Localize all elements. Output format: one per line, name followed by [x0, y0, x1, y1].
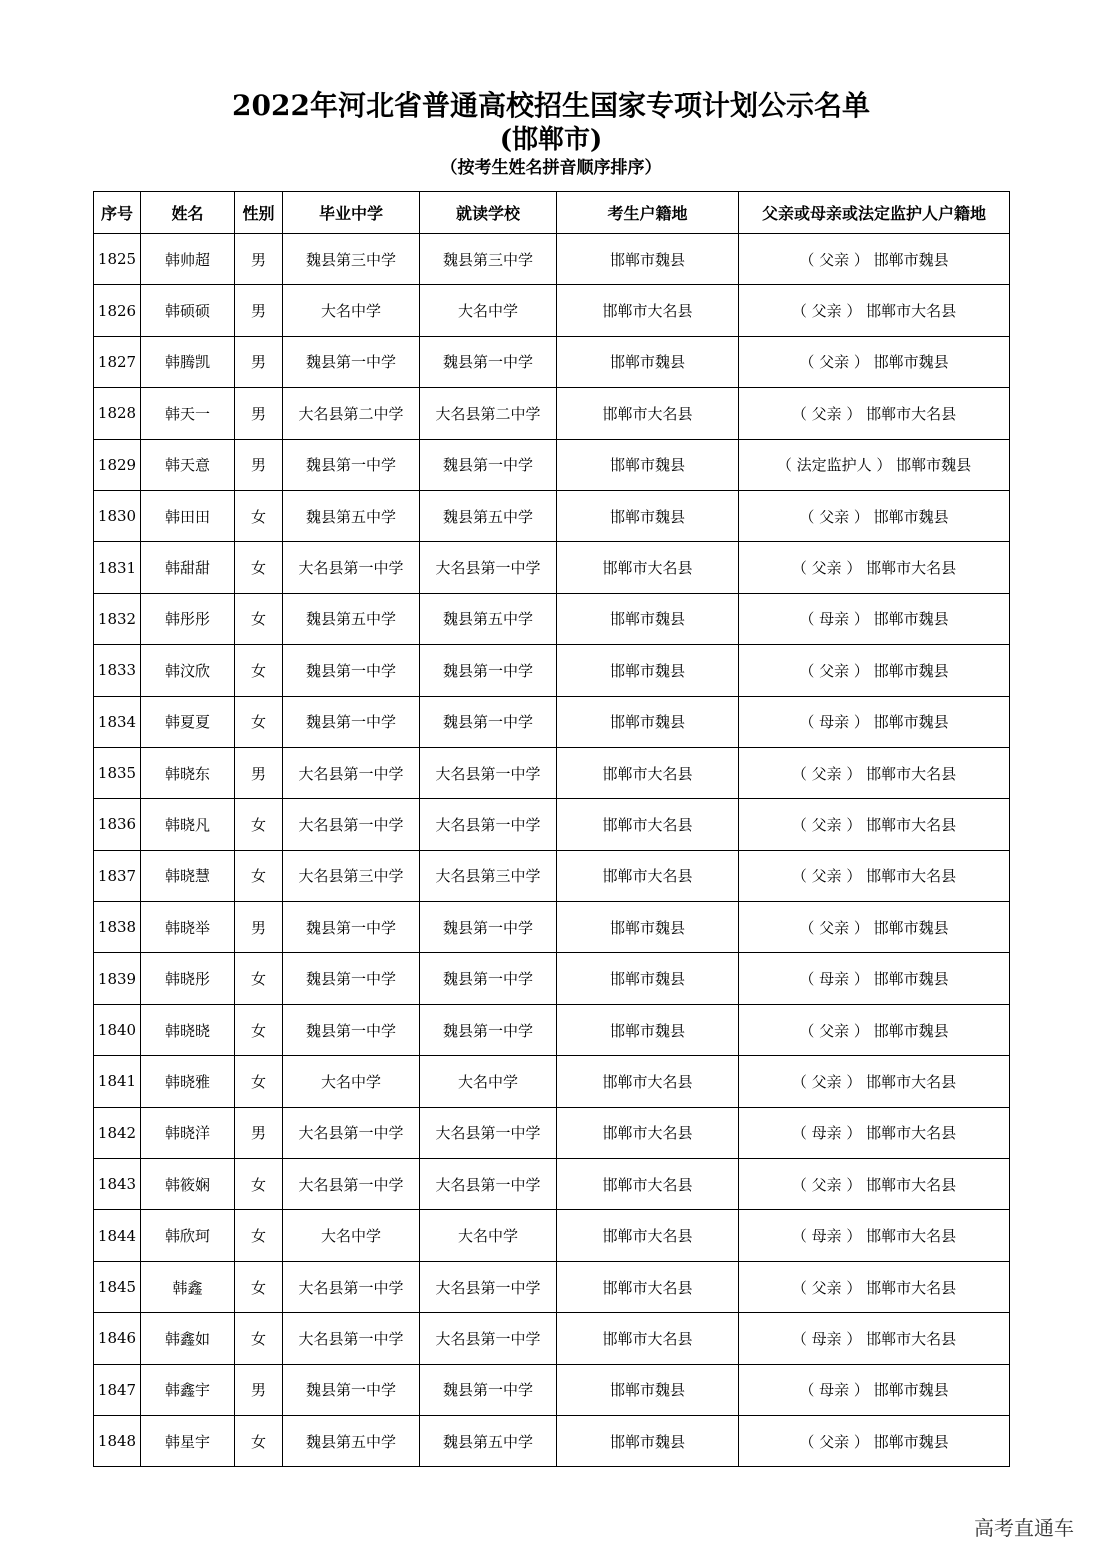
cell-hukou: 邯郸市大名县: [557, 388, 739, 439]
cell-gender: 女: [235, 1004, 283, 1055]
cell-name: 韩汶欣: [141, 645, 235, 696]
cell-hukou: 邯郸市大名县: [557, 1261, 739, 1312]
cell-parent-hukou: （ 父亲 ） 邯郸市大名县: [739, 747, 1010, 798]
table-body: [94, 234, 1010, 1467]
cell-current-school: 魏县第一中学: [420, 645, 557, 696]
cell-hukou: 邯郸市大名县: [557, 850, 739, 901]
cell-hukou: 邯郸市魏县: [557, 234, 739, 285]
column-header-seq: 序号: [94, 192, 141, 234]
cell-seq: 1835: [94, 747, 141, 798]
cell-gender: 男: [235, 1107, 283, 1158]
table-row: [94, 1364, 1010, 1415]
cell-gender: 男: [235, 439, 283, 490]
table-row: [94, 1159, 1010, 1210]
cell-grad-school: 大名县第三中学: [283, 850, 420, 901]
column-header-hukou: 考生户籍地: [557, 192, 739, 234]
cell-hukou: 邯郸市大名县: [557, 542, 739, 593]
sort-note: （按考生姓名拼音顺序排序）: [440, 158, 662, 178]
cell-name: 韩星宇: [141, 1415, 235, 1466]
table-row: [94, 234, 1010, 285]
roster-table: [93, 191, 1010, 1467]
cell-seq: 1825: [94, 234, 141, 285]
table-row: [94, 1415, 1010, 1466]
cell-grad-school: 魏县第一中学: [283, 1364, 420, 1415]
cell-grad-school: 大名县第一中学: [283, 1313, 420, 1364]
cell-name: 韩筱娴: [141, 1159, 235, 1210]
table-row: [94, 1056, 1010, 1107]
cell-current-school: 大名县第一中学: [420, 1261, 557, 1312]
cell-name: 韩晓雅: [141, 1056, 235, 1107]
cell-gender: 女: [235, 1313, 283, 1364]
cell-current-school: 大名县第一中学: [420, 542, 557, 593]
cell-parent-hukou: （ 父亲 ） 邯郸市大名县: [739, 285, 1010, 336]
cell-current-school: 大名县第一中学: [420, 1313, 557, 1364]
cell-name: 韩夏夏: [141, 696, 235, 747]
cell-seq: 1843: [94, 1159, 141, 1210]
cell-hukou: 邯郸市大名县: [557, 1107, 739, 1158]
cell-seq: 1828: [94, 388, 141, 439]
cell-parent-hukou: （ 父亲 ） 邯郸市魏县: [739, 336, 1010, 387]
cell-seq: 1839: [94, 953, 141, 1004]
cell-grad-school: 大名县第一中学: [283, 799, 420, 850]
cell-name: 韩欣珂: [141, 1210, 235, 1261]
column-header-name: 姓名: [141, 192, 235, 234]
table-row: [94, 902, 1010, 953]
cell-grad-school: 魏县第五中学: [283, 490, 420, 541]
cell-seq: 1832: [94, 593, 141, 644]
cell-current-school: 魏县第五中学: [420, 593, 557, 644]
cell-grad-school: 魏县第五中学: [283, 1415, 420, 1466]
cell-parent-hukou: （ 父亲 ） 邯郸市大名县: [739, 542, 1010, 593]
cell-gender: 女: [235, 799, 283, 850]
cell-hukou: 邯郸市魏县: [557, 696, 739, 747]
cell-seq: 1846: [94, 1313, 141, 1364]
table-row: [94, 439, 1010, 490]
column-header-gender: 性别: [235, 192, 283, 234]
cell-name: 韩田田: [141, 490, 235, 541]
cell-seq: 1827: [94, 336, 141, 387]
cell-name: 韩晓洋: [141, 1107, 235, 1158]
cell-seq: 1834: [94, 696, 141, 747]
cell-seq: 1831: [94, 542, 141, 593]
cell-gender: 男: [235, 388, 283, 439]
watermark: 高考直通车: [974, 1516, 1074, 1540]
cell-gender: 女: [235, 645, 283, 696]
cell-hukou: 邯郸市大名县: [557, 1159, 739, 1210]
cell-gender: 男: [235, 285, 283, 336]
cell-name: 韩硕硕: [141, 285, 235, 336]
table-row: [94, 388, 1010, 439]
cell-current-school: 大名县第三中学: [420, 850, 557, 901]
cell-current-school: 大名县第一中学: [420, 1159, 557, 1210]
cell-grad-school: 大名县第一中学: [283, 1159, 420, 1210]
cell-hukou: 邯郸市魏县: [557, 1004, 739, 1055]
table-row: [94, 645, 1010, 696]
cell-gender: 男: [235, 747, 283, 798]
cell-parent-hukou: （ 母亲 ） 邯郸市魏县: [739, 1364, 1010, 1415]
cell-grad-school: 魏县第一中学: [283, 336, 420, 387]
cell-gender: 女: [235, 953, 283, 1004]
cell-grad-school: 魏县第一中学: [283, 902, 420, 953]
table-row: [94, 593, 1010, 644]
cell-current-school: 魏县第五中学: [420, 490, 557, 541]
page-title: 2022年河北省普通高校招生国家专项计划公示名单: [232, 89, 870, 122]
cell-seq: 1845: [94, 1261, 141, 1312]
cell-seq: 1829: [94, 439, 141, 490]
cell-gender: 女: [235, 490, 283, 541]
cell-hukou: 邯郸市大名县: [557, 1210, 739, 1261]
cell-gender: 男: [235, 902, 283, 953]
cell-hukou: 邯郸市大名县: [557, 285, 739, 336]
cell-parent-hukou: （ 父亲 ） 邯郸市魏县: [739, 1415, 1010, 1466]
cell-grad-school: 大名县第二中学: [283, 388, 420, 439]
cell-parent-hukou: （ 父亲 ） 邯郸市魏县: [739, 645, 1010, 696]
cell-parent-hukou: （ 父亲 ） 邯郸市大名县: [739, 1159, 1010, 1210]
cell-grad-school: 大名中学: [283, 1210, 420, 1261]
cell-name: 韩晓晓: [141, 1004, 235, 1055]
cell-grad-school: 魏县第一中学: [283, 696, 420, 747]
cell-current-school: 大名县第一中学: [420, 799, 557, 850]
cell-grad-school: 魏县第一中学: [283, 439, 420, 490]
cell-seq: 1847: [94, 1364, 141, 1415]
cell-gender: 男: [235, 234, 283, 285]
cell-parent-hukou: （ 父亲 ） 邯郸市魏县: [739, 902, 1010, 953]
table-row: [94, 490, 1010, 541]
cell-current-school: 魏县第一中学: [420, 696, 557, 747]
cell-gender: 女: [235, 850, 283, 901]
cell-seq: 1840: [94, 1004, 141, 1055]
cell-parent-hukou: （ 父亲 ） 邯郸市大名县: [739, 388, 1010, 439]
cell-current-school: 大名中学: [420, 285, 557, 336]
cell-hukou: 邯郸市魏县: [557, 902, 739, 953]
cell-hukou: 邯郸市魏县: [557, 953, 739, 1004]
cell-seq: 1830: [94, 490, 141, 541]
cell-parent-hukou: （ 父亲 ） 邯郸市大名县: [739, 799, 1010, 850]
table-row: [94, 850, 1010, 901]
cell-gender: 女: [235, 593, 283, 644]
cell-hukou: 邯郸市魏县: [557, 1415, 739, 1466]
cell-gender: 男: [235, 336, 283, 387]
table-row: [94, 542, 1010, 593]
cell-parent-hukou: （ 法定监护人 ） 邯郸市魏县: [739, 439, 1010, 490]
cell-parent-hukou: （ 父亲 ） 邯郸市大名县: [739, 1056, 1010, 1107]
cell-gender: 女: [235, 1056, 283, 1107]
cell-hukou: 邯郸市魏县: [557, 490, 739, 541]
cell-grad-school: 大名中学: [283, 1056, 420, 1107]
table-row: [94, 1261, 1010, 1312]
cell-hukou: 邯郸市魏县: [557, 439, 739, 490]
cell-parent-hukou: （ 母亲 ） 邯郸市大名县: [739, 1107, 1010, 1158]
cell-current-school: 魏县第一中学: [420, 336, 557, 387]
cell-grad-school: 魏县第一中学: [283, 1004, 420, 1055]
cell-name: 韩晓慧: [141, 850, 235, 901]
cell-current-school: 魏县第三中学: [420, 234, 557, 285]
cell-grad-school: 魏县第五中学: [283, 593, 420, 644]
cell-grad-school: 大名县第一中学: [283, 1107, 420, 1158]
table-row: [94, 1313, 1010, 1364]
table-row: [94, 285, 1010, 336]
cell-hukou: 邯郸市大名县: [557, 1313, 739, 1364]
cell-parent-hukou: （ 母亲 ） 邯郸市大名县: [739, 1313, 1010, 1364]
cell-current-school: 大名中学: [420, 1056, 557, 1107]
column-header-parent-hukou: 父亲或母亲或法定监护人户籍地: [739, 192, 1010, 234]
cell-parent-hukou: （ 母亲 ） 邯郸市魏县: [739, 696, 1010, 747]
cell-hukou: 邯郸市魏县: [557, 336, 739, 387]
cell-current-school: 大名县第二中学: [420, 388, 557, 439]
cell-gender: 女: [235, 1210, 283, 1261]
table-header-row: [94, 192, 1010, 234]
cell-name: 韩晓彤: [141, 953, 235, 1004]
cell-grad-school: 大名县第一中学: [283, 747, 420, 798]
cell-seq: 1836: [94, 799, 141, 850]
cell-name: 韩帅超: [141, 234, 235, 285]
cell-seq: 1838: [94, 902, 141, 953]
cell-parent-hukou: （ 母亲 ） 邯郸市魏县: [739, 953, 1010, 1004]
cell-name: 韩鑫: [141, 1261, 235, 1312]
cell-gender: 男: [235, 1364, 283, 1415]
cell-seq: 1841: [94, 1056, 141, 1107]
cell-current-school: 大名中学: [420, 1210, 557, 1261]
cell-hukou: 邯郸市魏县: [557, 593, 739, 644]
cell-parent-hukou: （ 父亲 ） 邯郸市魏县: [739, 1004, 1010, 1055]
cell-grad-school: 大名中学: [283, 285, 420, 336]
cell-parent-hukou: （ 父亲 ） 邯郸市大名县: [739, 850, 1010, 901]
table-row: [94, 1210, 1010, 1261]
cell-hukou: 邯郸市大名县: [557, 799, 739, 850]
cell-grad-school: 魏县第一中学: [283, 645, 420, 696]
table-row: [94, 336, 1010, 387]
cell-current-school: 魏县第一中学: [420, 439, 557, 490]
cell-grad-school: 大名县第一中学: [283, 1261, 420, 1312]
cell-seq: 1833: [94, 645, 141, 696]
table-row: [94, 1004, 1010, 1055]
cell-current-school: 大名县第一中学: [420, 1107, 557, 1158]
cell-parent-hukou: （ 母亲 ） 邯郸市魏县: [739, 593, 1010, 644]
cell-seq: 1837: [94, 850, 141, 901]
cell-current-school: 魏县第五中学: [420, 1415, 557, 1466]
cell-gender: 女: [235, 1159, 283, 1210]
page-subtitle-city: (邯郸市): [499, 125, 603, 155]
cell-grad-school: 魏县第三中学: [283, 234, 420, 285]
cell-gender: 女: [235, 1261, 283, 1312]
cell-hukou: 邯郸市大名县: [557, 1056, 739, 1107]
cell-current-school: 大名县第一中学: [420, 747, 557, 798]
column-header-current-school: 就读学校: [420, 192, 557, 234]
cell-gender: 女: [235, 1415, 283, 1466]
cell-parent-hukou: （ 父亲 ） 邯郸市魏县: [739, 490, 1010, 541]
cell-current-school: 魏县第一中学: [420, 902, 557, 953]
cell-parent-hukou: （ 父亲 ） 邯郸市魏县: [739, 234, 1010, 285]
cell-gender: 女: [235, 542, 283, 593]
cell-name: 韩彤彤: [141, 593, 235, 644]
cell-hukou: 邯郸市大名县: [557, 747, 739, 798]
cell-hukou: 邯郸市魏县: [557, 645, 739, 696]
cell-seq: 1848: [94, 1415, 141, 1466]
cell-grad-school: 魏县第一中学: [283, 953, 420, 1004]
table-row: [94, 953, 1010, 1004]
cell-hukou: 邯郸市魏县: [557, 1364, 739, 1415]
table-row: [94, 747, 1010, 798]
cell-grad-school: 大名县第一中学: [283, 542, 420, 593]
cell-name: 韩天意: [141, 439, 235, 490]
cell-seq: 1842: [94, 1107, 141, 1158]
cell-parent-hukou: （ 母亲 ） 邯郸市大名县: [739, 1210, 1010, 1261]
table-row: [94, 799, 1010, 850]
cell-current-school: 魏县第一中学: [420, 953, 557, 1004]
cell-current-school: 魏县第一中学: [420, 1364, 557, 1415]
cell-name: 韩晓举: [141, 902, 235, 953]
cell-name: 韩晓凡: [141, 799, 235, 850]
table-row: [94, 696, 1010, 747]
cell-current-school: 魏县第一中学: [420, 1004, 557, 1055]
cell-name: 韩鑫如: [141, 1313, 235, 1364]
cell-seq: 1844: [94, 1210, 141, 1261]
cell-gender: 女: [235, 696, 283, 747]
cell-name: 韩甜甜: [141, 542, 235, 593]
cell-name: 韩晓东: [141, 747, 235, 798]
cell-seq: 1826: [94, 285, 141, 336]
column-header-grad-school: 毕业中学: [283, 192, 420, 234]
table-row: [94, 1107, 1010, 1158]
cell-name: 韩天一: [141, 388, 235, 439]
cell-name: 韩腾凯: [141, 336, 235, 387]
cell-parent-hukou: （ 父亲 ） 邯郸市大名县: [739, 1261, 1010, 1312]
cell-name: 韩鑫宇: [141, 1364, 235, 1415]
